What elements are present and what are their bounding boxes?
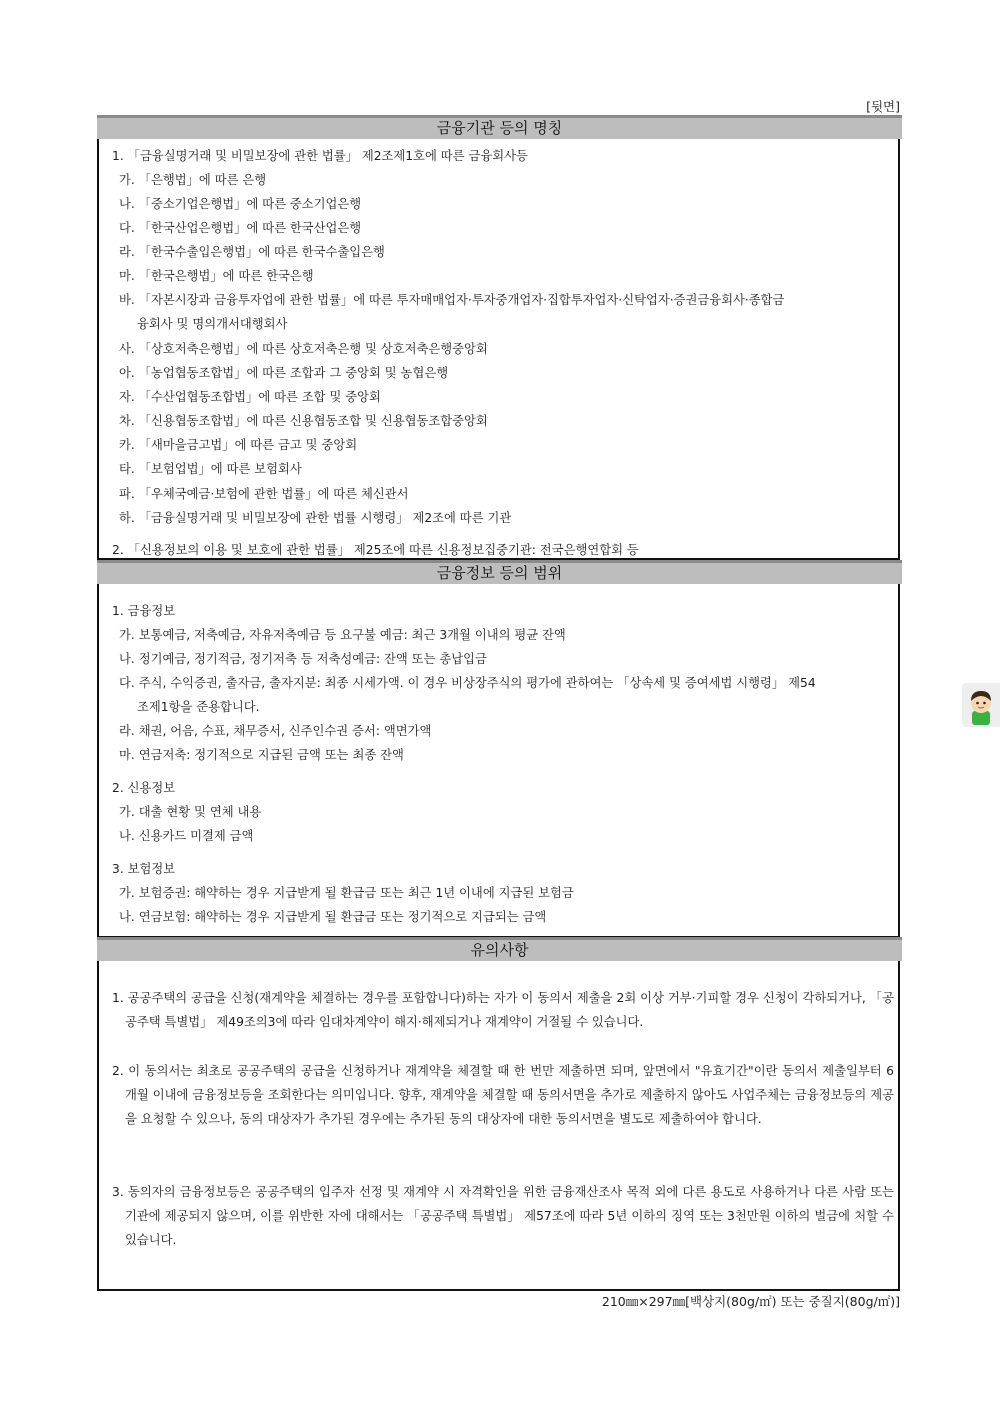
section-header-institutions: 금융기관 등의 명칭 — [97, 115, 902, 139]
notes-paragraph — [112, 1180, 894, 1252]
note-3: 3. 동의자의 금융정보등은 공공주택의 입주자 선정 및 재계약 시 자격확인을 위한 금융재산조사 목적 외에 다른 용도로 사용하거나 다른 사람 또는 기관에 제공되지 않으며, 이를 위반한 자에 대해서는 「공공주택 특별법」 제57조에 따라 5년 이하의 징역 또는 3천만원 이하의 벌금에 처할 수 있습니다. — [112, 1185, 894, 1247]
list-item: 가. 대출 현황 및 연체 내용 — [119, 805, 262, 819]
list-item: 2. 신용정보 — [112, 781, 176, 795]
list-item: 아. 「농업협동조합법」에 따른 조합과 그 중앙회 및 농협은행 — [119, 366, 449, 380]
section-header-notes: 유의사항 — [97, 937, 902, 961]
list-item: 나. 정기예금, 정기적금, 정기저축 등 저축성예금: 잔액 또는 총납입금 — [119, 652, 487, 666]
list-item: 바. 「자본시장과 금융투자업에 관한 법률」에 따른 투자매매업자·투자중개업자·집합투자업자·신탁업자·증권금융회사·종합금 — [119, 293, 785, 307]
page-side-label: [뒷면] — [866, 99, 900, 114]
list-item: 다. 「한국산업은행법」에 따른 한국산업은행 — [119, 221, 362, 235]
list-item: 1. 「금융실명거래 및 비밀보장에 관한 법률」 제2조제1호에 따른 금융회사등 — [112, 149, 528, 163]
list-item: 마. 「한국은행법」에 따른 한국은행 — [119, 269, 314, 283]
list-item: 나. 연금보험: 해약하는 경우 지급받게 될 환급금 또는 정기적으로 지급되는 금액 — [119, 910, 547, 924]
floating-avatar-button[interactable] — [962, 683, 1000, 727]
notes-paragraph — [112, 1059, 894, 1131]
list-item-continuation: 조제1항을 준용합니다. — [137, 700, 260, 714]
list-item: 가. 보험증권: 해약하는 경우 지급받게 될 환급금 또는 최근 1년 이내에 지급된 보험금 — [119, 886, 574, 900]
list-item: 라. 「한국수출입은행법」에 따른 한국수출입은행 — [119, 245, 385, 259]
list-item: 타. 「보험업법」에 따른 보험회사 — [119, 462, 302, 476]
list-item: 라. 채권, 어음, 수표, 채무증서, 신주인수권 증서: 액면가액 — [119, 724, 432, 738]
avatar-icon — [962, 683, 1000, 727]
list-item: 가. 「은행법」에 따른 은행 — [119, 173, 267, 187]
list-item: 사. 「상호저축은행법」에 따른 상호저축은행 및 상호저축은행중앙회 — [119, 342, 488, 356]
list-item: 1. 금융정보 — [112, 604, 176, 618]
list-item: 가. 보통예금, 저축예금, 자유저축예금 등 요구불 예금: 최근 3개월 이내의 평균 잔액 — [119, 628, 566, 642]
list-item: 차. 「신용협동조합법」에 따른 신용협동조합 및 신용협동조합중앙회 — [119, 414, 488, 428]
list-item: 카. 「새마을금고법」에 따른 금고 및 중앙회 — [119, 438, 358, 452]
paper-spec-footer: 210㎜×297㎜[백상지(80g/㎡) 또는 중질지(80g/㎡)] — [601, 1294, 900, 1309]
list-item: 파. 「우체국예금·보험에 관한 법률」에 따른 체신관서 — [119, 487, 409, 501]
list-item: 다. 주식, 수익증권, 출자금, 출자지분: 최종 시세가액. 이 경우 비상장주식의 평가에 관하여는 「상속세 및 증여세법 시행령」 제54 — [119, 676, 816, 690]
note-1: 1. 공공주택의 공급을 신청(재계약을 체결하는 경우를 포함합니다)하는 자가 이 동의서 제출을 2회 이상 거부·기피할 경우 신청이 각하되거나, 「공공주택 특별법」 제49조의3에 따라 임대차계약이 해지·해제되거나 재계약이 거절될 수 있습니다. — [112, 991, 894, 1029]
list-item: 자. 「수산업협동조합법」에 따른 조합 및 중앙회 — [119, 390, 381, 404]
list-item: 나. 「중소기업은행법」에 따른 중소기업은행 — [119, 197, 362, 211]
list-item: 마. 연금저축: 정기적으로 지급된 금액 또는 최종 잔액 — [119, 748, 404, 762]
section-header-financial-info: 금융정보 등의 범위 — [97, 560, 902, 584]
notes-paragraph — [112, 986, 894, 1034]
list-item: 3. 보험정보 — [112, 862, 176, 876]
list-item: 나. 신용카드 미결제 금액 — [119, 829, 254, 843]
list-item-continuation: 융회사 및 명의개서대행회사 — [137, 317, 288, 331]
list-item: 2. 「신용정보의 이용 및 보호에 관한 법률」 제25조에 따른 신용정보집중기관: 전국은행연합회 등 — [112, 543, 639, 557]
list-item: 하. 「금융실명거래 및 비밀보장에 관한 법률 시행령」 제2조에 따른 기관 — [119, 511, 512, 525]
note-2: 2. 이 동의서는 최초로 공공주택의 공급을 신청하거나 재계약을 체결할 때 한 번만 제출하면 되며, 앞면에서 "유효기간"이란 동의서 제출일부터 6개월 이내에 금융정보등을 조회한다는 의미입니다. 향후, 재계약을 체결할 때 동의서면을 추가로 제출하지 않아도 사업주체는 금융정보등의 제공을 요청할 수 있으나, 동의 대상자가 추가된 경우에는 추가된 동의 대상자에 대한 동의서면을 별도로 제출하여야 합니다. — [112, 1064, 894, 1126]
